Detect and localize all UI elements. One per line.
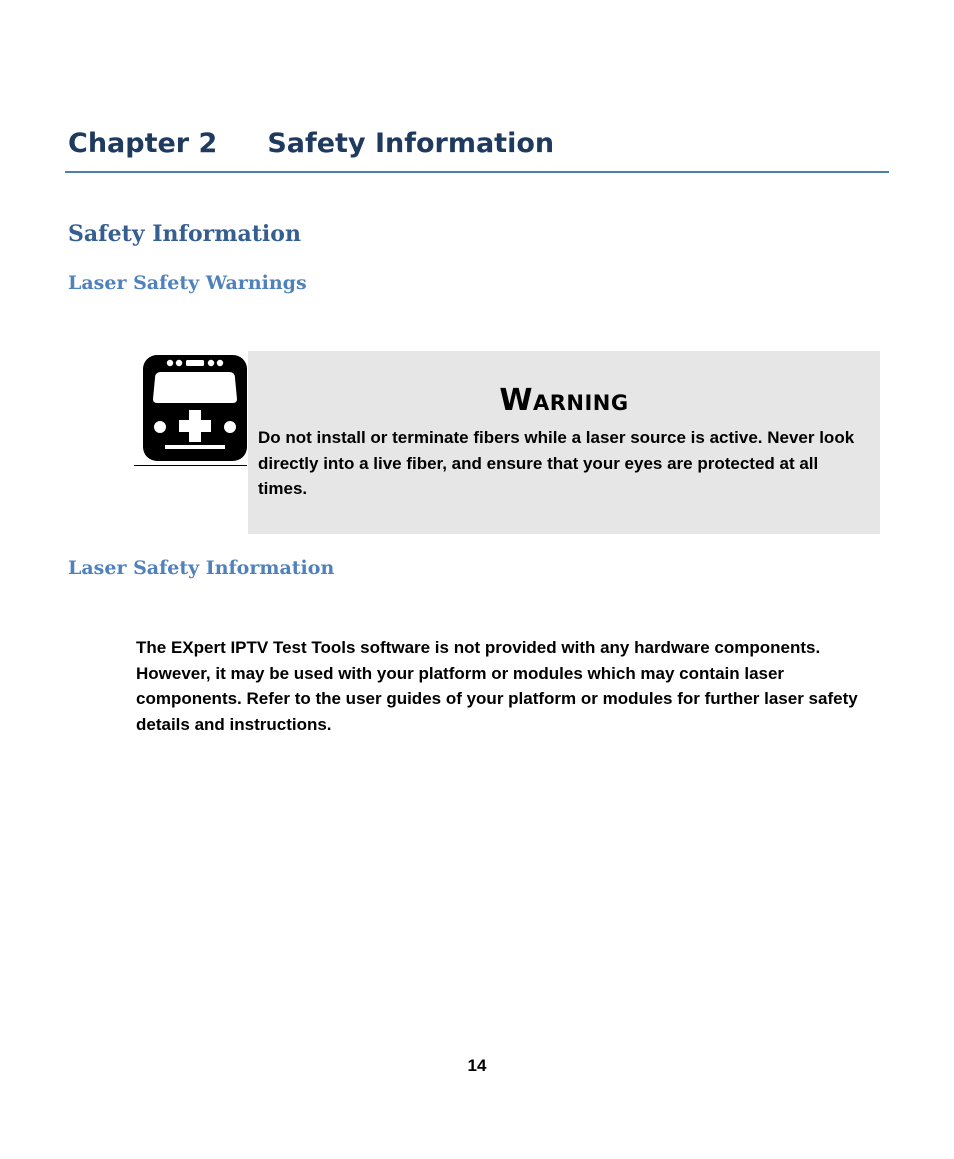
subsection-heading-warnings: Laser Safety Warnings [68, 272, 307, 294]
section-heading: Safety Information [68, 221, 301, 247]
warning-box [248, 351, 880, 534]
warning-text: Do not install or terminate fibers while a laser source is active. Never look directly into a live fiber, and ensure that your eyes are protected at all times. [258, 428, 855, 498]
page-number: 14 [467, 1056, 487, 1075]
ambulance-warning-icon [143, 355, 247, 461]
chapter-title: Safety Information [267, 128, 555, 159]
subsection-heading-info: Laser Safety Information [68, 557, 335, 579]
warning-title: Warning [499, 383, 629, 418]
chapter-heading [68, 124, 554, 164]
chapter-rule [65, 171, 889, 173]
info-paragraph: The EXpert IPTV Test Tools software is not provided with any hardware components. However, it may be used with your platform or modules which may contain laser components. Refer to the user guides of your platform or modules for further laser safety details and instructions. [136, 638, 858, 734]
icon-underline [134, 465, 247, 466]
chapter-label: Chapter 2 [68, 128, 218, 159]
